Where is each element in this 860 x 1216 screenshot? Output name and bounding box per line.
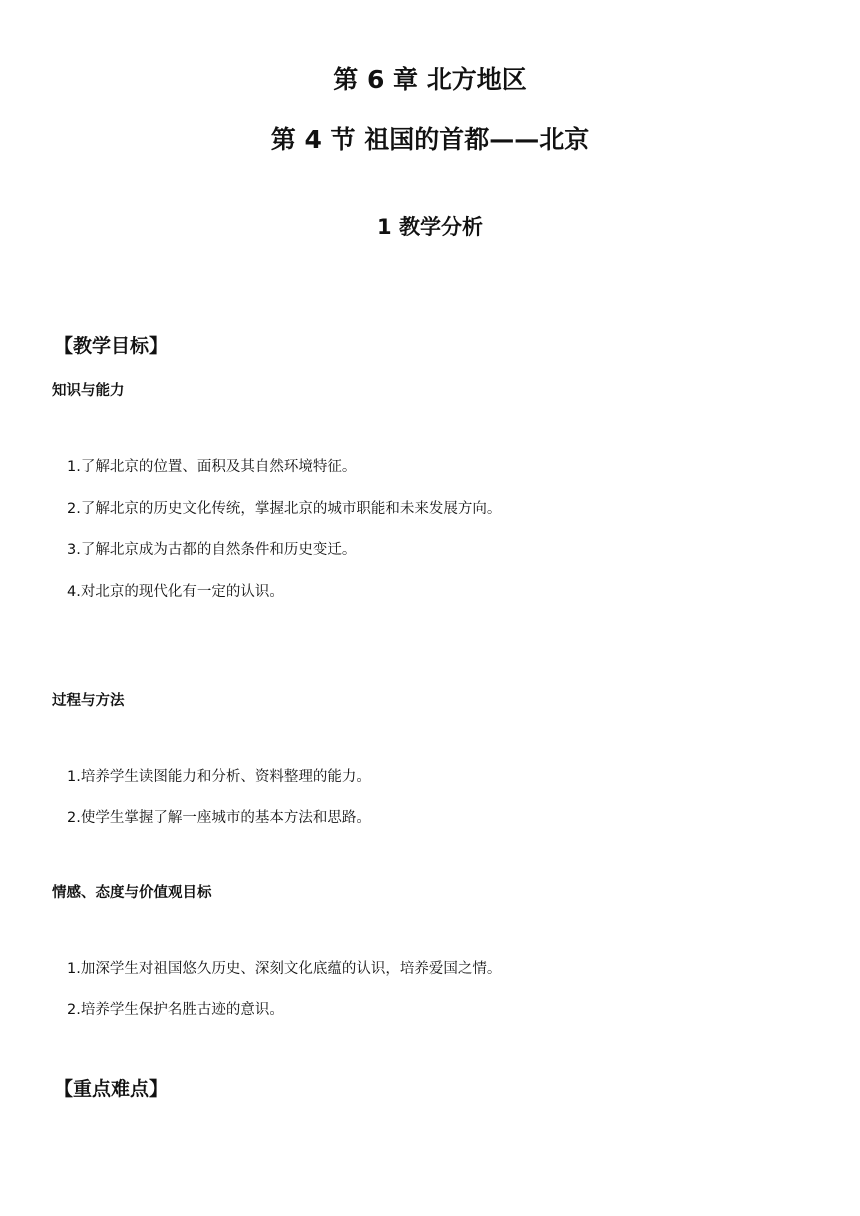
emotion-heading: 情感、态度与价值观目标 [52,885,212,901]
knowledge-heading: 知识与能力 [52,383,125,399]
knowledge-item: 1.了解北京的位置、面积及其自然环境特征。 [67,459,357,475]
process-item: 2.使学生掌握了解一座城市的基本方法和思路。 [67,810,371,826]
teaching-goals-heading: 【教学目标】 [54,335,169,357]
section-title: 第 4 节 祖国的首都——北京 [270,125,590,154]
knowledge-item: 3.了解北京成为古都的自然条件和历史变迁。 [67,542,357,558]
process-heading: 过程与方法 [52,693,125,709]
part-title: 1 教学分析 [377,215,483,239]
process-item: 1.培养学生读图能力和分析、资料整理的能力。 [67,769,371,785]
emotion-item: 2.培养学生保护名胜古迹的意识。 [67,1002,284,1018]
emotion-item: 1.加深学生对祖国悠久历史、深刻文化底蕴的认识，培养爱国之情。 [67,961,502,977]
key-points-heading: 【重点难点】 [54,1078,169,1100]
knowledge-item: 4.对北京的现代化有一定的认识。 [67,584,284,600]
knowledge-item: 2.了解北京的历史文化传统，掌握北京的城市职能和未来发展方向。 [67,501,502,517]
chapter-title: 第 6 章 北方地区 [333,65,527,94]
